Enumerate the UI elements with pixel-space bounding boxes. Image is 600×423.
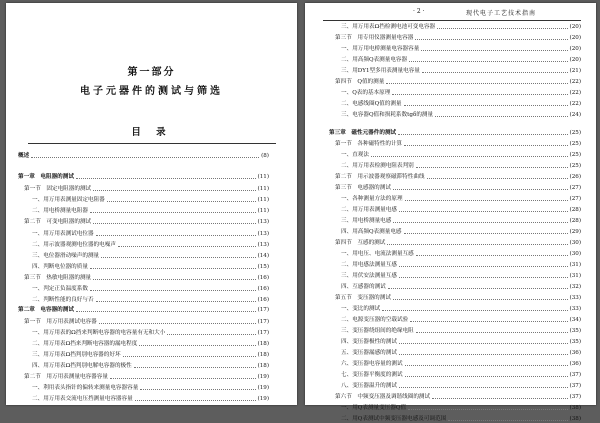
- page-number: · 2 ·: [413, 8, 425, 15]
- toc-entry[interactable]: [32, 263, 269, 271]
- toc-entry[interactable]: [341, 360, 581, 368]
- toc-entry-page: (33): [569, 295, 581, 301]
- toc-entry-page: (17): [257, 319, 269, 325]
- toc-entry[interactable]: [341, 415, 581, 423]
- toc-entry-title: 一、利用表头指针的偏转来测量电容器容量: [32, 385, 139, 391]
- dot-leader: [140, 389, 255, 390]
- toc-entry-title: 三、电位器滑动噪声的测量: [32, 253, 100, 259]
- toc-entry[interactable]: [32, 207, 269, 215]
- toc-entry-title: 第四节 互感的测试: [335, 240, 386, 246]
- toc-entry-page: (22): [569, 101, 581, 107]
- toc-entry-page: (16): [257, 275, 269, 281]
- toc-entry[interactable]: [341, 206, 581, 214]
- toc-entry[interactable]: [335, 184, 581, 192]
- toc-entry-page: (20): [569, 57, 581, 63]
- toc-entry[interactable]: [335, 34, 581, 42]
- dot-leader: [399, 266, 568, 267]
- dot-leader: [392, 94, 567, 95]
- toc-entry-page: (32): [569, 284, 581, 290]
- toc-entry-page: (19): [257, 396, 269, 402]
- toc-entry-title: 四、用万用表Ω挡判别电解电容器的极性: [32, 363, 132, 369]
- dot-leader: [416, 167, 568, 168]
- dot-leader: [118, 246, 256, 247]
- dot-leader: [405, 376, 568, 377]
- running-header: [331, 7, 583, 19]
- toc-entry[interactable]: [341, 228, 581, 236]
- toc-entry-title: 二、用示波器观测电位器的电噪声: [32, 242, 116, 248]
- toc-entry-title: 第二节 可变电阻器的测试: [24, 219, 92, 225]
- toc-entry-page: (11): [257, 174, 269, 180]
- toc-entry-title: 二、判断性能的良好与否: [32, 297, 94, 303]
- toc-entry-page: (25): [569, 130, 581, 136]
- toc-entry-title: 二、电源变压器的空载试验: [341, 317, 409, 323]
- toc-entry-page: (11): [257, 186, 269, 192]
- toc-entry-title: 第四节 Q值的测量: [335, 79, 385, 85]
- toc-entry-page: (38): [569, 405, 581, 411]
- dot-leader: [404, 105, 568, 106]
- toc-entry-page: (28): [569, 207, 581, 213]
- part-title: 第一部分: [127, 67, 176, 78]
- toc-entry-page: (30): [569, 240, 581, 246]
- toc-entry-page: (27): [569, 196, 581, 202]
- toc-entry-page: (21): [569, 68, 581, 74]
- toc-entry[interactable]: [24, 218, 269, 226]
- toc-entry[interactable]: [32, 241, 269, 249]
- toc-entry-page: (35): [569, 328, 581, 334]
- toc-entry-title: 七、变压器平衡度的测试: [341, 372, 403, 378]
- toc-entry-page: (22): [569, 79, 581, 85]
- toc-entry-title: 二、用万用表Ω挡来判断电容器的漏电程度: [32, 341, 138, 347]
- dot-leader: [427, 178, 568, 179]
- dot-leader: [96, 301, 256, 302]
- toc-entry-page: (11): [257, 197, 269, 203]
- dot-leader: [96, 235, 256, 236]
- toc-entry[interactable]: [32, 252, 269, 260]
- toc-entry-title: 第三节 用专用仪器测量电容器: [335, 35, 414, 41]
- toc-entry-page: (17): [257, 307, 269, 313]
- toc-entry[interactable]: [341, 338, 581, 346]
- toc-entry-title: 二、用万用表测量电感: [341, 207, 397, 213]
- toc-entry-title: 四、用高频Q表测量电感: [341, 229, 402, 235]
- toc-entry-title: 概述: [18, 153, 30, 159]
- dot-leader: [404, 145, 567, 146]
- toc-entry-page: (24): [569, 112, 581, 118]
- toc-entry-title: 二、用Q表测试中频变压器电感及可调范围: [341, 416, 447, 422]
- dot-leader: [399, 387, 568, 388]
- toc-entry-page: (22): [569, 90, 581, 96]
- dot-leader: [432, 398, 567, 399]
- toc-entry-page: (31): [569, 273, 581, 279]
- toc-entry[interactable]: [32, 285, 269, 293]
- dot-leader: [399, 277, 568, 278]
- toc-entry-page: (29): [569, 229, 581, 235]
- dot-leader: [421, 50, 567, 51]
- toc-title: 目 录: [131, 127, 172, 138]
- toc-entry[interactable]: [341, 111, 581, 119]
- right-page: [305, 3, 596, 422]
- toc-entry-page: (11): [257, 208, 269, 214]
- toc-entry-title: 第一节 各种磁特性的计算: [335, 141, 403, 147]
- toc-entry-page: (13): [257, 242, 269, 248]
- toc-entry[interactable]: [24, 185, 269, 193]
- toc-entry[interactable]: [335, 140, 581, 148]
- dot-leader: [399, 343, 568, 344]
- toc-entry[interactable]: [32, 340, 269, 348]
- toc-entry-title: 一、变比的测试: [341, 306, 381, 312]
- dot-leader: [90, 268, 256, 269]
- toc-entry-title: 三、用伏安法测量互感: [341, 273, 397, 279]
- toc-entry-title: 一、用电压、电流法测量互感: [341, 251, 414, 257]
- dot-leader: [90, 212, 256, 213]
- dot-leader: [416, 255, 568, 256]
- toc-entry[interactable]: [341, 382, 581, 390]
- toc-entry-title: 第三节 电感器的测试: [335, 185, 391, 191]
- toc-entry-title: 二、用高频Q表测量电容器: [341, 57, 408, 63]
- toc-entry[interactable]: [341, 305, 581, 313]
- toc-entry[interactable]: [32, 362, 269, 370]
- toc-entry[interactable]: [24, 318, 269, 326]
- toc-entry-title: 三、用万用表Ω挡检测电池可变电容器: [341, 24, 436, 30]
- toc-entry-title: 三、用电桥测量电感: [341, 218, 392, 224]
- toc-entry-title: 一、用万用电桥测量电容器容量: [341, 46, 420, 52]
- toc-entry[interactable]: [341, 261, 581, 269]
- dot-leader: [139, 345, 255, 346]
- toc-entry[interactable]: [32, 351, 269, 359]
- toc-entry-title: 一、用万用表测量固定电阻器: [32, 197, 105, 203]
- toc-entry-title: 第一章 电阻器的测试: [18, 174, 74, 180]
- dot-leader: [399, 354, 568, 355]
- toc-entry[interactable]: [32, 196, 269, 204]
- toc-entry-title: 一、判定正负温度系数: [32, 286, 88, 292]
- toc-entry-title: 三、用DY1型多用表测量电容量: [341, 68, 420, 74]
- toc-entry-title: 三、用万用表Ω挡判别电容器的好坏: [32, 352, 121, 358]
- dot-leader: [93, 223, 255, 224]
- toc-entry-title: 第三节 热敏电阻器的测量: [24, 275, 92, 281]
- header-rule: [323, 20, 581, 21]
- toc-entry-title: 二、用万用表交流电压挡测量电容器容量: [32, 396, 133, 402]
- toc-entry-title: 第二章 电容器的测试: [18, 307, 74, 313]
- dot-leader: [110, 378, 256, 379]
- toc-entry[interactable]: [341, 283, 581, 291]
- toc-entry-title: 第二节 用万用表测量电容器容量: [24, 374, 108, 380]
- toc-entry-title: 一、用万用表的Ω挡来判断电容器的电容量有无和大小: [32, 330, 166, 336]
- dot-leader: [371, 156, 568, 157]
- toc-entry-title: 一、各种测量方法的原理: [341, 196, 403, 202]
- toc-entry-page: (8): [261, 153, 269, 159]
- toc-entry[interactable]: [24, 373, 269, 381]
- toc-entry[interactable]: [18, 173, 269, 181]
- toc-entry-page: (26): [569, 174, 581, 180]
- dot-leader: [134, 367, 256, 368]
- toc-entry[interactable]: [32, 395, 269, 403]
- dot-leader: [435, 116, 567, 117]
- toc-entry[interactable]: [341, 67, 581, 75]
- dot-leader: [388, 288, 568, 289]
- toc-entry-page: (14): [257, 253, 269, 259]
- toc-entry-page: (37): [569, 394, 581, 400]
- toc-entry-page: (13): [257, 231, 269, 237]
- dot-leader: [393, 222, 567, 223]
- dot-leader: [76, 311, 256, 312]
- toc-entry[interactable]: [329, 129, 581, 137]
- dot-leader: [408, 409, 567, 410]
- toc-entry-page: (18): [257, 341, 269, 347]
- dot-leader: [437, 28, 567, 29]
- toc-entry-page: (34): [569, 317, 581, 323]
- toc-entry-page: (28): [569, 218, 581, 224]
- toc-entry[interactable]: [335, 294, 581, 302]
- toc-entry[interactable]: [341, 316, 581, 324]
- toc-entry-page: (19): [257, 385, 269, 391]
- dot-leader: [393, 299, 568, 300]
- toc-entry[interactable]: [24, 274, 269, 282]
- toc-entry[interactable]: [18, 152, 269, 160]
- toc-entry[interactable]: [341, 162, 581, 170]
- toc-entry-title: 第一节 用万用表测试电容器: [24, 319, 97, 325]
- toc-entry-page: (25): [569, 141, 581, 147]
- toc-entry-title: 一、Q表的基本原理: [341, 90, 391, 96]
- toc-entry-page: (20): [569, 46, 581, 52]
- toc-entry-title: 二、用万用表检测电阻表判别: [341, 163, 414, 169]
- toc-entry[interactable]: [32, 296, 269, 304]
- toc-entry-page: (18): [257, 363, 269, 369]
- dot-leader: [409, 61, 567, 62]
- toc-entry-page: (37): [569, 372, 581, 378]
- toc-entry-page: (25): [569, 163, 581, 169]
- toc-entry-page: (19): [257, 374, 269, 380]
- toc-entry-page: (25): [569, 152, 581, 158]
- left-page: [6, 3, 297, 405]
- toc-entry-page: (36): [569, 350, 581, 356]
- toc-entry[interactable]: [335, 239, 581, 247]
- dot-leader: [399, 211, 568, 212]
- dot-leader: [382, 310, 567, 311]
- toc-entry[interactable]: [341, 45, 581, 53]
- dot-leader: [99, 323, 256, 324]
- toc-entry-title: 一、用Q表测量变压器Q值: [341, 405, 407, 411]
- toc-entry[interactable]: [341, 404, 581, 412]
- toc-entry-title: 二、电感线圈Q值的测量: [341, 101, 402, 107]
- toc-entry-title: 三、电容器Q值和损耗系数tgδ的测量: [341, 112, 434, 118]
- dot-leader: [90, 290, 256, 291]
- dot-leader: [415, 39, 567, 40]
- toc-entry-title: 第五节 变压器的测试: [335, 295, 391, 301]
- toc-entry[interactable]: [341, 195, 581, 203]
- dot-leader: [422, 72, 568, 73]
- toc-entry[interactable]: [341, 100, 581, 108]
- book-title: 电子元器件的测试与筛选: [80, 86, 223, 97]
- toc-entry[interactable]: [341, 349, 581, 357]
- toc-entry[interactable]: [335, 173, 581, 181]
- toc-entry-page: (17): [257, 330, 269, 336]
- toc-entry-page: (38): [569, 416, 581, 422]
- toc-entry-title: 第二节 用示波器观察磁滞特性曲线: [335, 174, 425, 180]
- toc-entry[interactable]: [32, 384, 269, 392]
- dot-leader: [93, 190, 255, 191]
- toc-entry-title: 二、用电感法测量互感: [341, 262, 397, 268]
- running-title: 现代电子工艺技术指南: [466, 10, 537, 17]
- toc-entry[interactable]: [341, 151, 581, 159]
- dot-leader: [404, 233, 568, 234]
- dot-leader: [101, 257, 255, 258]
- dot-leader: [167, 334, 255, 335]
- toc-entry-title: 八、变压器温升的测试: [341, 383, 397, 389]
- dot-leader: [410, 321, 567, 322]
- toc-entry[interactable]: [341, 217, 581, 225]
- toc-entry[interactable]: [32, 230, 269, 238]
- toc-entry-page: (18): [257, 352, 269, 358]
- toc-entry[interactable]: [335, 78, 581, 86]
- dot-leader: [93, 279, 255, 280]
- toc-entry-page: (35): [569, 339, 581, 345]
- dot-leader: [405, 200, 568, 201]
- toc-entry[interactable]: [341, 89, 581, 97]
- toc-entry[interactable]: [335, 393, 581, 401]
- toc-entry[interactable]: [341, 56, 581, 64]
- toc-entry[interactable]: [341, 272, 581, 280]
- toc-divider: [28, 143, 276, 144]
- toc-entry-title: 第六节 中频变压器及调谐线圈的测试: [335, 394, 431, 400]
- toc-entry-page: (36): [569, 361, 581, 367]
- toc-entry-title: 第一节 固定电阻器的测试: [24, 186, 92, 192]
- toc-entry[interactable]: [341, 250, 581, 258]
- dot-leader: [386, 83, 567, 84]
- toc-entry-page: (33): [569, 306, 581, 312]
- toc-entry-page: (16): [257, 297, 269, 303]
- toc-entry[interactable]: [32, 329, 269, 337]
- toc-entry-title: 四、互感器的测试: [341, 284, 386, 290]
- dot-leader: [107, 201, 256, 202]
- dot-leader: [393, 189, 568, 190]
- toc-entry[interactable]: [341, 371, 581, 379]
- toc-entry[interactable]: [341, 327, 581, 335]
- toc-entry-title: 四、判断电位器的质量: [32, 264, 88, 270]
- dot-leader: [416, 332, 568, 333]
- toc-entry-title: 六、变压器电容量的测试: [341, 361, 403, 367]
- dot-leader: [123, 356, 256, 357]
- dot-leader: [76, 178, 256, 179]
- toc-entry-title: 三、变压器绕组间的绝缘电阻: [341, 328, 414, 334]
- dot-leader: [31, 157, 259, 158]
- dot-leader: [135, 400, 256, 401]
- dot-leader: [398, 134, 567, 135]
- toc-entry-title: 第三章 磁性元器件的测试: [329, 130, 397, 136]
- dot-leader: [387, 244, 567, 245]
- dot-leader: [448, 420, 567, 421]
- toc-entry-page: (31): [569, 262, 581, 268]
- toc-entry-page: (16): [257, 286, 269, 292]
- toc-entry-title: 一、用万用表测试电位器: [32, 231, 94, 237]
- toc-entry-title: 二、用电桥测量电阻器: [32, 208, 88, 214]
- toc-entry-title: 四、变压器极性的测试: [341, 339, 397, 345]
- toc-entry-page: (30): [569, 251, 581, 257]
- toc-entry[interactable]: [18, 306, 269, 314]
- toc-entry-page: (20): [569, 24, 581, 30]
- toc-entry[interactable]: [341, 23, 581, 31]
- toc-entry-title: 五、变压器漏感的测试: [341, 350, 397, 356]
- toc-entry-page: (27): [569, 185, 581, 191]
- toc-entry-page: (37): [569, 383, 581, 389]
- toc-entry-page: (15): [257, 264, 269, 270]
- toc-entry-page: (20): [569, 35, 581, 41]
- toc-entry-page: (13): [257, 219, 269, 225]
- dot-leader: [405, 365, 568, 366]
- toc-entry-title: 一、直观法: [341, 152, 369, 158]
